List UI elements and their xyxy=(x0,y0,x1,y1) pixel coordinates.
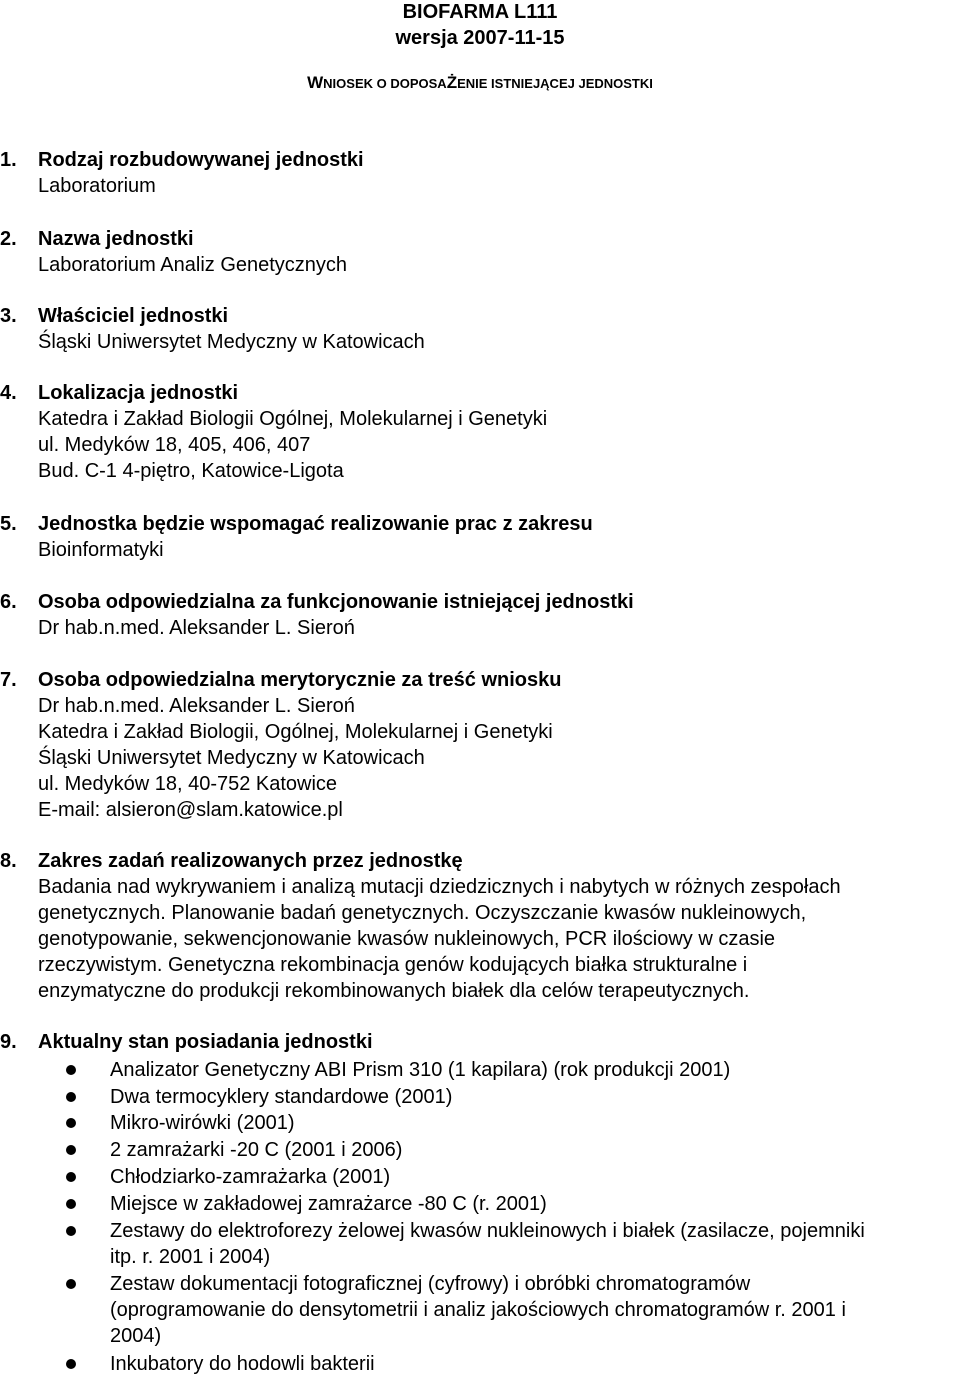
section-title: Osoba odpowiedzialna merytorycznie za treść wniosku xyxy=(38,669,562,691)
section-line: Bud. C-1 4-piętro, Katowice-Ligota xyxy=(38,460,344,482)
paragraph-line: genotypowanie, sekwencjonowanie kwasów nukleinowych, PCR ilościowy w czasie xyxy=(38,928,776,950)
section-line: Dr hab.n.med. Aleksander L. Sieroń xyxy=(38,617,355,639)
section-number: 5. xyxy=(0,513,17,535)
section-number: 9. xyxy=(0,1031,17,1053)
list-item xyxy=(110,1084,960,1110)
document-subtitle xyxy=(0,73,960,94)
section-title: Rodzaj rozbudowywanej jednostki xyxy=(38,149,364,171)
subtitle-small: NIOSEK O DOPOSA xyxy=(323,76,447,91)
section-line: ul. Medyków 18, 40-752 Katowice xyxy=(38,773,338,795)
bullet-icon xyxy=(66,1172,76,1182)
list-item xyxy=(110,1351,960,1377)
bullet-icon xyxy=(66,1226,76,1236)
list-item xyxy=(110,1110,960,1136)
list-item xyxy=(110,1191,960,1217)
section-line: Dr hab.n.med. Aleksander L. Sieroń xyxy=(38,695,355,717)
section-number: 6. xyxy=(0,591,17,613)
bullet-icon xyxy=(66,1279,76,1289)
list-item-line: Dwa termocyklery standardowe (2001) xyxy=(110,1086,453,1108)
list-item xyxy=(110,1137,960,1163)
section-title: Jednostka będzie wspomagać realizowanie prac z zakresu xyxy=(38,513,593,535)
bullet-icon xyxy=(66,1092,76,1102)
list-item-line: 2 zamrażarki -20 C (2001 i 2006) xyxy=(110,1139,403,1161)
list-item-line: Analizator Genetyczny ABI Prism 310 (1 kapilara) (rok produkcji 2001) xyxy=(110,1059,731,1081)
subtitle-cap: Ż xyxy=(446,73,458,92)
section-line: Bioinformatyki xyxy=(38,539,164,561)
list-item-line: Chłodziarko-zamrażarka (2001) xyxy=(110,1166,391,1188)
paragraph-line: rzeczywistym. Genetyczna rekombinacja genów kodujących białka strukturalne i xyxy=(38,954,748,976)
list-item-line: Zestawy do elektroforezy żelowej kwasów nukleinowych i białek (zasilacze, pojemniki xyxy=(110,1220,865,1242)
section-number: 8. xyxy=(0,850,17,872)
email-line: E-mail: alsieron@slam.katowice.pl xyxy=(38,799,343,821)
subtitle-cap: W xyxy=(307,73,324,92)
list-item-line: 2004) xyxy=(110,1325,162,1347)
section-paragraph xyxy=(38,874,948,1004)
bullet-icon xyxy=(66,1145,76,1155)
section-title: Lokalizacja jednostki xyxy=(38,382,239,404)
section-number: 7. xyxy=(0,669,17,691)
paragraph-line: genetycznych. Planowanie badań genetycznych. Oczyszczanie kwasów nukleinowych, xyxy=(38,902,807,924)
section-line: Laboratorium Analiz Genetycznych xyxy=(38,254,348,276)
list-item xyxy=(110,1218,960,1270)
list-item-line: Mikro-wirówki (2001) xyxy=(110,1112,295,1134)
bullet-icon xyxy=(66,1359,76,1369)
list-item-line: itp. r. 2001 i 2004) xyxy=(110,1246,271,1268)
section-line: Śląski Uniwersytet Medyczny w Katowicach xyxy=(38,747,425,769)
list-item-line: Miejsce w zakładowej zamrażarce -80 C (r. 2001) xyxy=(110,1193,547,1215)
list-item xyxy=(110,1271,960,1349)
section-line: Katedra i Zakład Biologii, Ogólnej, Molekularnej i Genetyki xyxy=(38,721,553,743)
list-item-line: Zestaw dokumentacji fotograficznej (cyfrowy) i obróbki chromatogramów xyxy=(110,1273,751,1295)
document-title: BIOFARMA L111 xyxy=(402,1,558,23)
list-item-line: (oprogramowanie do densytometrii i analiz jakościowych chromatogramów r. 2001 i xyxy=(110,1299,846,1321)
section-line: Katedra i Zakład Biologii Ogólnej, Molekularnej i Genetyki xyxy=(38,408,548,430)
section-number: 3. xyxy=(0,305,17,327)
section-title: Właściciel jednostki xyxy=(38,305,229,327)
section-number: 2. xyxy=(0,228,17,250)
section-line: Śląski Uniwersytet Medyczny w Katowicach xyxy=(38,331,425,353)
paragraph-line: Badania nad wykrywaniem i analizą mutacji dziedzicznych i nabytych w różnych zespołach xyxy=(38,876,841,898)
section-number: 1. xyxy=(0,149,17,171)
section-title: Osoba odpowiedzialna za funkcjonowanie istniejącej jednostki xyxy=(38,591,634,613)
paragraph-line: enzymatyczne do produkcji rekombinowanych białek dla celów terapeutycznych. xyxy=(38,980,750,1002)
list-item-line: Inkubatory do hodowli bakterii xyxy=(110,1353,375,1375)
bullet-icon xyxy=(66,1199,76,1209)
bullet-icon xyxy=(66,1065,76,1075)
section-line: Laboratorium xyxy=(38,175,156,197)
document-version: wersja 2007-11-15 xyxy=(395,27,565,49)
list-item xyxy=(110,1057,960,1083)
subtitle-small: ENIE ISTNIEJĄCEJ JEDNOSTKI xyxy=(457,76,653,91)
section-title: Aktualny stan posiadania jednostki xyxy=(38,1031,373,1053)
section-title: Nazwa jednostki xyxy=(38,228,194,250)
section-title: Zakres zadań realizowanych przez jednostkę xyxy=(38,850,463,872)
bullet-icon xyxy=(66,1118,76,1128)
section-line: ul. Medyków 18, 405, 406, 407 xyxy=(38,434,311,456)
section-number: 4. xyxy=(0,382,17,404)
list-item xyxy=(110,1164,960,1190)
